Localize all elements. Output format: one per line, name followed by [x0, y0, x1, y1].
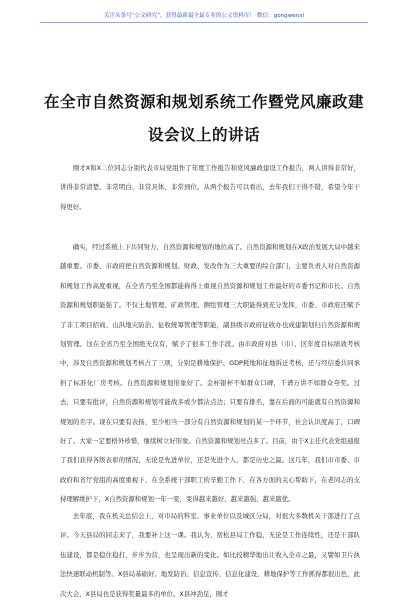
paragraph-3 — [60, 507, 360, 604]
title-line-2: 设会议上的讲话 — [147, 126, 260, 144]
paragraph-2 — [60, 238, 360, 510]
paragraph-text: 确实，经过系统上下共同努力，自然资源和规划的地位高了。自然资源和规划在X政治发展大局中越来越重要。市委、市政府把自然资源和规划、财政、发改作为三大重要的综合部门，主要负责人对自然资源和规划工作高度重视，在全省乃至全国都能称得上重视自然资源和规划工作最好的市委书记和市长。自然资源和规划职能强了。不仅土地管理、矿政管理、测绘管理三大职能得到充分发挥，市委、市政府还赋予了非工项目招商、山洪地灾防治、征收统筹管理等职能，副县级市政府征收办也成建制划归自然资源和规划管理。这在全省乃至全国绝无仅有，赋予了很多工作手段。由市政府对县（市）、区年度目标绩效考核中，涉及自然资源和规划考核占了三项，分别是耕地保护、GDP耗地和征地拆迁考核，还与经信委共同承担了标准化厂房考核。自然资源和规划形象好了。金杯银杯不如群众口碑，千谱万讲不如群众夸奖。过去，只要有批评，自然资源和规划可能战多或少都沾点边；只要有排名，靠在后面的可能就有自然资源和规划的名字。现在只要有表扬，至少相当一部分有自然资源和规划的某一个环节，社会认识度高了，口碑好了。大家一定要格外珍惜，继续树立好形象。自然资源和规划亮点多了。目前，由于X主任代表党组通报了我们获得各级表彰的情况，无论是先进单位，还是先进个人，都是历史之最。这几年，我们市市委、市政府和省厅党组的高度重视下，在全系统干部职工的辛勤工作下，在各方面的关心帮助下，在老同志的支持理解维护下，X自然资源和规划一年一变，变得越来越好、越来越强、越来越优。 — [60, 243, 360, 504]
header-banner: 关注头条号“公文研究”，获得最新最全最专业的公文资料库！ 微信：gongwenxi — [103, 13, 305, 19]
paragraph-1 — [60, 159, 360, 217]
header-divider — [40, 22, 368, 23]
document-title — [30, 86, 378, 152]
paragraph-text: 刚才X和X二位同志分别代表市局党组作了年度工作报告和党风廉政建设工作报告，两人讲得非常好，讲得非常清楚、非常明白、非常具体、非常到位。从两个报告可以看出，去年我们干得不错，希望今年干得更好。 — [60, 164, 360, 211]
title-line-1: 在全市自然资源和规划系统工作暨党风廉政建 — [43, 93, 364, 111]
paragraph-text: 去年底，我在机关总结会上，对市局的科室、事业单位以及城区分局，对很大多数机关干部进行了点评。今天县局的同志来了，我要补上这一课。我认为，宿松县局工作稳，无论是工作连续性，还是干部队伍建设，都是稳住稳打，步步为营，也呈现出新的变化。如比较精华地出让收入全市之最，又譬如卫片执法快速联动机制等。X县局基础好。地发防治、信息宣传、信息化建设、耕地保护等工作抓得都很出色，此次大会，X县局也是获得奖量最多的单位。X县冲劲足，刚才 — [60, 512, 360, 598]
